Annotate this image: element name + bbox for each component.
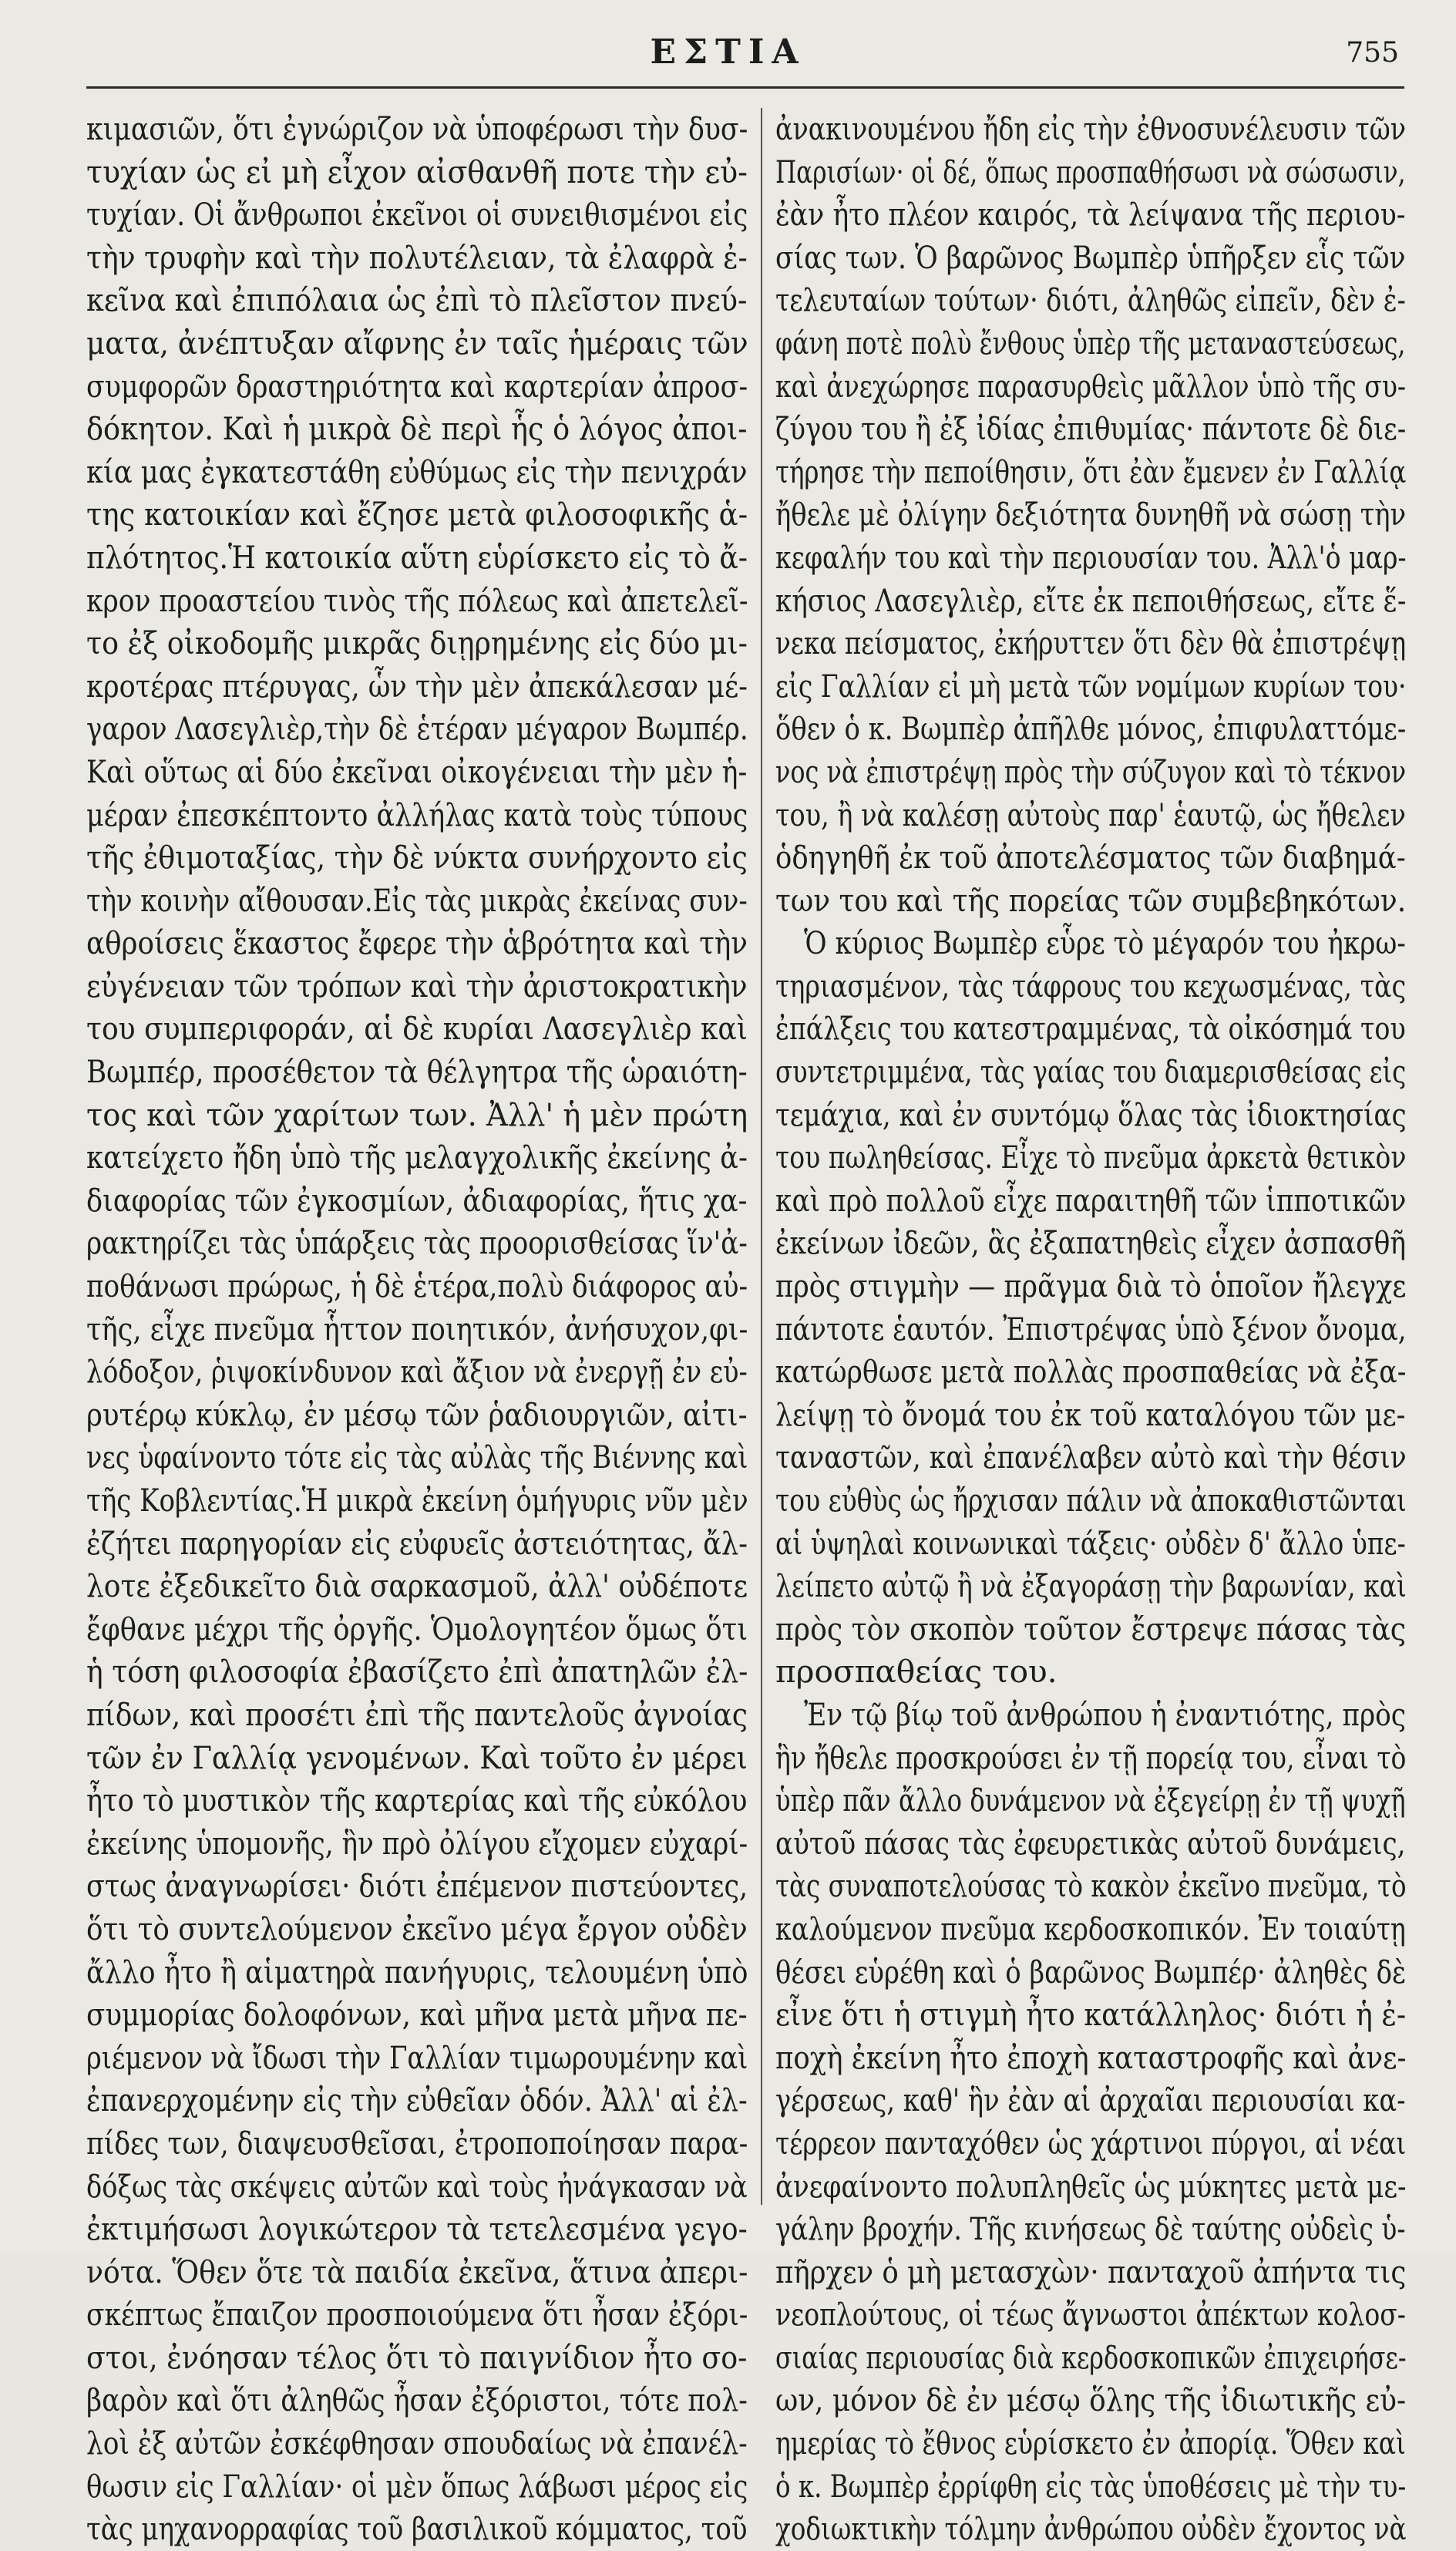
text-line: ων, μόνον δὲ ἐν μέσῳ ὅλης τῆς ἰδιωτικῆς εὐ- [775,2381,1407,2419]
text-line: ματα, ἀνέπτυξαν αἴφνης ἐν ταῖς ἡμέραις τῶν [86,324,748,362]
text-line: ἀνεφαίνοντο πολυπληθεῖς ὡς μύκητες μετὰ με- [775,2167,1407,2205]
text-line: λοὶ ἐξ αὐτῶν ἐσκέφθησαν σπουδαίως νὰ ἐπανέλ- [86,2425,748,2462]
text-line: μέραν ἐπεσκέπτοντο ἀλλήλας κατὰ τοὺς τύπους [86,796,748,833]
text-line: δόξως τὰς σκέψεις αὐτῶν καὶ τοὺς ἠνάγκασαν νὰ [86,2167,748,2205]
text-line: ἐζήτει παρηγορίαν εἰς εὐφυεῖς ἀστειότητας, ἄλ- [86,1524,748,1562]
text-line: τῶν ἐν Γαλλίᾳ γενομένων. Καὶ τοῦτο ἐν μέρει [86,1738,748,1776]
text-line: Βωμπέρ, προσέθετον τὰ θέλγητρα τῆς ὡραιότη- [86,1053,748,1091]
text-line: στοι, ἐνόησαν τέλος ὅτι τὸ παιγνίδιον ἦτο σο- [86,2338,748,2376]
text-line: κιμασιῶν, ὅτι ἐγνώριζον νὰ ὑποφέρωσι τὴν δυσ- [86,110,748,147]
text-line: εἰς Γαλλίαν εἰ μὴ μετὰ τῶν νομίμων κυρίων του· [775,667,1407,705]
text-line: κήσιος Λασεγλιὲρ, εἴτε ἐκ πεποιθήσεως, εἴτε ἕ- [775,581,1407,619]
text-line: τυχίαν. Οἱ ἄνθρωποι ἐκεῖνοι οἱ συνειθισμένοι εἰς [86,196,748,234]
text-line: ἣν ἤθελε προσκρούσει ἐν τῇ πορείᾳ του, εἶναι τὸ [775,1738,1407,1776]
text-line: ζύγου του ἢ ἐξ ἰδίας ἐπιθυμίας· πάντοτε δὲ διε- [775,410,1407,448]
text-line: τὰς μηχανορραφίας τοῦ βασιλικοῦ κόμματος, τοῦ [86,2510,748,2548]
right-column [775,108,1406,2551]
text-line: προσπαθείας του. [775,1653,1058,1691]
text-line: ταναστῶν, καὶ ἐπανέλαβεν αὐτὸ καὶ τὴν θέσιν [775,1439,1407,1476]
text-line: του, ἢ νὰ καλέσῃ αὐτοὺς παρ' ἑαυτῷ, ὡς ἤθελεν [775,796,1406,833]
text-line: καὶ πρὸ πολλοῦ εἶχε παραιτηθῆ τῶν ἱπποτικῶν [775,1181,1407,1219]
text-line: ἄλλο ἦτο ἢ αἱματηρὰ πανήγυρις, τελουμένη ὑπὸ [86,1953,748,1991]
text-line: σίας των. Ὁ βαρῶνος Βωμπὲρ ὑπῆρξεν εἷς τῶν [775,238,1406,276]
text-line: νες ὑφαίνοντο τότε εἰς τὰς αὐλὰς τῆς Βιέννης καὶ [86,1439,748,1476]
text-line: τὰς συναποτελούσας τὸ κακὸν ἐκεῖνο πνεῦμα, τὸ [775,1867,1407,1905]
text-line: πίδων, καὶ προσέτι ἐπὶ τῆς παντελοῦς ἀγνοίας [86,1695,748,1733]
text-line: ἦτο τὸ μυστικὸν τῆς καρτερίας καὶ τῆς εὐκόλου [86,1782,748,1819]
text-line: ριέμενον νὰ ἴδωσι τὴν Γαλλίαν τιμωρουμένην καὶ [86,2038,748,2076]
text-line: καλούμενον πνεῦμα κερδοσκοπικόν. Ἐν τοιαύτῃ [775,1910,1406,1947]
text-line: τυχίαν ὡς εἰ μὴ εἶχον αἰσθανθῆ ποτε τὴν εὐ- [86,153,748,190]
text-line: ὁδηγηθῆ ἐκ τοῦ ἀποτελέσματος τῶν διαβημά- [775,839,1406,877]
text-line: αθροίσεις ἕκαστος ἔφερε τὴν ἁβρότητα καὶ τὴν [86,924,748,962]
text-line: γαρον Λασεγλιὲρ,τὴν δὲ ἑτέραν μέγαρον Βωμπέρ. [86,710,748,748]
text-line: ὁ κ. Βωμπὲρ ἐρρίφθη εἰς τὰς ὑποθέσεις μὲ τὴν τυ- [775,2467,1407,2505]
text-line: τήρησε τὴν πεποίθησιν, ὅτι ἐὰν ἔμενεν ἐν Γαλλίᾳ [775,453,1407,490]
text-line: βαρὸν καὶ ὅτι ἀληθῶς ἦσαν ἐξόριστοι, τότε πολ- [86,2381,748,2419]
text-line: λείψῃ τὸ ὄνομά του ἐκ τοῦ καταλόγου τῶν με- [775,1395,1406,1433]
text-line: τέρρεον πανταχόθεν ὡς χάρτινοι πύργοι, αἱ νέαι [775,2124,1407,2162]
text-line: γέρσεως, καθ' ἣν ἐὰν αἱ ἀρχαῖαι περιουσίαι κα- [775,2082,1406,2119]
text-line: ἐκτιμήσωσι λογικώτερον τὰ τετελεσμένα γεγο- [86,2210,748,2248]
text-line: τῆς Κοβλεντίας.Ἡ μικρὰ ἐκείνη ὁμήγυρις νῦν μὲν [86,1482,748,1519]
text-line: νος νὰ ἐπιστρέψῃ πρὸς τὴν σύζυγον καὶ τὸ τέκνον [775,752,1407,790]
text-line: τῆς, εἶχε πνεῦμα ἧττον ποιητικόν, ἀνήσυχον,φι- [86,1310,748,1348]
text-line: τῆς ἐθιμοταξίας, τὴν δὲ νύκτα συνήρχοντο εἰς [86,839,748,877]
text-line: ἐκείνων ἰδεῶν, ἃς ἐξαπατηθεὶς εἶχεν ἀσπασθῆ [775,1224,1407,1262]
text-line: τος καὶ τῶν χαρίτων των. Ἀλλ' ἡ μὲν πρώτη [86,1095,748,1133]
text-line: στως ἀναγνωρίσει· διότι ἐπέμενον πιστεύοντες, [86,1867,748,1905]
text-line: ρακτηρίζει τὰς ὑπάρξεις τὰς προορισθείσας ἵν'ἀ- [86,1224,748,1262]
text-line: ἔφθανε μέχρι τῆς ὀργῆς. Ὁμολογητέον ὅμως ὅτι [86,1610,748,1647]
running-title: ΕΣΤΙΑ [650,32,806,72]
text-line: πλότητος.Ἡ κατοικία αὕτη εὑρίσκετο εἰς τὸ ἄ- [86,538,748,576]
text-line: τὴν τρυφὴν καὶ τὴν πολυτέλειαν, τὰ ἐλαφρὰ ἐ- [86,238,748,276]
text-line: το ἐξ οἰκοδομῆς μικρᾶς διῃρημένης εἰς δύο μι- [86,624,748,662]
text-line: ἐπάλξεις του κατεστραμμένας, τὰ οἰκόσημά του [775,1010,1406,1048]
text-line: ὅθεν ὁ κ. Βωμπὲρ ἀπῆλθε μόνος, ἐπιφυλαττόμε- [775,710,1407,748]
text-line: ποθάνωσι πρώρως, ἡ δὲ ἑτέρα,πολὺ διάφορος αὐ- [86,1267,748,1305]
text-line: διαφορίας τῶν ἐγκοσμίων, ἀδιαφορίας, ἥτις χα- [86,1181,748,1219]
text-line: συντετριμμένα, τὰς γαίας του διαμερισθείσας εἰς [775,1053,1407,1091]
text-line: θωσιν εἰς Γαλλίαν· οἱ μὲν ὅπως λάβωσι μέρος εἰς [86,2467,748,2505]
text-line: δόκητον. Καὶ ἡ μικρὰ δὲ περὶ ἧς ὁ λόγος ἀποι- [86,410,748,448]
text-line: τηριασμένον, τὰς τάφρους του κεχωσμένας, τὰς [775,967,1407,1005]
text-line: αἱ ὑψηλαὶ κοινωνικαὶ τάξεις· οὐδὲν δ' ἄλλο ὑπε- [775,1524,1406,1562]
text-line: κρον προαστείου τινὸς τῆς πόλεως καὶ ἀπετελεῖ- [86,581,748,619]
text-line: πῆρχεν ὁ μὴ μετασχὼν· πανταχοῦ ἀπήντα τις [775,2253,1407,2290]
text-line: ἡ τόση φιλοσοφία ἐβασίζετο ἐπὶ ἀπατηλῶν ἐλ- [86,1653,748,1691]
text-line: τελευταίων τούτων· διότι, ἀληθῶς εἰπεῖν, δὲν ἐ- [775,281,1406,319]
text-line: της κατοικίαν καὶ ἔζησε μετὰ φιλοσοφικῆς ἁ- [86,496,748,533]
text-line: εὐγένειαν τῶν τρόπων καὶ τὴν ἀριστοκρατικὴν [86,967,748,1005]
text-line: ἐὰν ἦτο πλέον καιρός, τὰ λείψανα τῆς περιου- [775,196,1406,234]
text-line: ὅτι τὸ συντελούμενον ἐκεῖνο μέγα ἔργον οὐδὲν [86,1910,748,1947]
page-number: 755 [1346,37,1399,69]
page-header [0,29,1456,76]
text-line: γάλην βροχήν. Τῆς κινήσεως δὲ ταύτης οὐδεὶς ὑ- [775,2210,1406,2248]
text-line: νότα. Ὅθεν ὅτε τὰ παιδία ἐκεῖνα, ἅτινα ἀπερι- [86,2253,748,2290]
text-line: ημερίας τὸ ἔθνος εὑρίσκετο ἐν ἀπορίᾳ. Ὅθεν καὶ [775,2425,1406,2462]
text-line: πρὸς στιγμὴν — πρᾶγμα διὰ τὸ ὁποῖον ἤλεγχε [775,1267,1407,1305]
text-line: του συμπεριφοράν, αἱ δὲ κυρίαι Λασεγλιὲρ καὶ [86,1010,748,1048]
text-line: του πωληθείσας. Εἶχε τὸ πνεῦμα ἀρκετὰ θετικὸν [775,1139,1407,1176]
text-line: νεοπλούτους, οἱ τέως ἄγνωστοι ἀπέκτων κολοσ- [775,2296,1406,2334]
text-line: χοδιωκτικὴν τόλμην ἀνθρώπου οὐδὲν ἔχοντος νὰ [775,2510,1407,2548]
text-line: εἶνε ὅτι ἡ στιγμὴ ἦτο κατάλληλος· διότι ἡ ἐ- [775,1996,1407,2034]
text-line: Ὁ κύριος Βωμπὲρ εὗρε τὸ μέγαρόν του ἠκρω- [804,924,1406,962]
text-line: κατώρθωσε μετὰ πολλὰς προσπαθείας νὰ ἐξα- [775,1353,1407,1391]
text-line: αὐτοῦ πάσας τὰς ἐφευρετικὰς αὐτοῦ δυνάμεις, [775,1824,1406,1862]
text-line: κροτέρας πτέρυγας, ὧν τὴν μὲν ἀπεκάλεσαν μέ- [86,667,748,705]
text-line: ρυτέρῳ κύκλῳ, ἐν μέσῳ τῶν ῥαδιουργιῶν, αἰτι- [86,1395,748,1433]
text-line: λοτε ἐξεδικεῖτο διὰ σαρκασμοῦ, ἀλλ' οὐδέποτε [86,1567,748,1605]
text-line: Ἐν τῷ βίῳ τοῦ ἀνθρώπου ἡ ἐναντιότης, πρὸς [804,1695,1406,1733]
text-line: λείπετο αὐτῷ ἢ νὰ ἐξαγοράσῃ τὴν βαρωνίαν, καὶ [775,1567,1407,1605]
text-line: πάντοτε ἑαυτόν. Ἐπιστρέψας ὑπὸ ξένον ὄνομα, [775,1310,1407,1348]
text-line: ἐκείνης ὑπομονῆς, ἣν πρὸ ὀλίγου εἴχομεν εὐχαρί- [86,1824,748,1862]
text-line: ποχὴ ἐκείνη ἦτο ἐποχὴ καταστροφῆς καὶ ἀνε- [775,2038,1407,2076]
text-line: πίδες των, διαψευσθεῖσαι, ἐτροποποίησαν παρα- [86,2124,748,2162]
text-line: πρὸς τὸν σκοπὸν τοῦτον ἔστρεψε πάσας τὰς [775,1610,1407,1647]
text-line: κία μας ἐγκατεστάθη εὐθύμως εἰς τὴν πενιχράν [86,453,748,490]
text-line: τεμάχια, καὶ ἐν συντόμῳ ὅλας τὰς ἰδιοκτησίας [775,1095,1407,1133]
text-line: κεῖνα καὶ ἐπιπόλαια ὡς ἐπὶ τὸ πλεῖστον πνεύ- [86,281,748,319]
text-line: τὴν κοινὴν αἴθουσαν.Εἰς τὰς μικρὰς ἐκείνας συν- [86,881,748,919]
text-line: λόδοξον, ῥιψοκίνδυνον καὶ ἄξιον νὰ ἐνεργῇ ἐν εὐ- [86,1353,748,1391]
text-line: κεφαλήν του καὶ τὴν περιουσίαν του. Ἀλλ'ὁ μαρ- [775,538,1407,576]
text-line: συμφορῶν δραστηριότητα καὶ καρτερίαν ἀπροσ- [86,367,748,405]
header-rule [86,86,1404,89]
text-line: σιαίας περιουσίας διὰ κερδοσκοπικῶν ἐπιχειρήσε- [775,2338,1407,2376]
text-line: συμμορίας δολοφόνων, καὶ μῆνα μετὰ μῆνα πε- [86,1996,748,2034]
text-line: φάνη ποτὲ πολὺ ἔνθους ὑπὲρ τῆς μεταναστεύσεως, [775,324,1406,362]
text-line: κατείχετο ἤδη ὑπὸ τῆς μελαγχολικῆς ἐκείνης ἀ- [86,1139,748,1176]
column-divider [761,108,762,2205]
text-line: των του καὶ τῆς πορείας τῶν συμβεβηκότων. [775,881,1407,919]
text-line: Παρισίων· οἱ δέ, ὅπως προσπαθήσωσι νὰ σώσωσιν, [775,153,1406,190]
text-line: καὶ ἀνεχώρησε παρασυρθεὶς μᾶλλον ὑπὸ τῆς συ- [775,367,1407,405]
text-line: θέσει εὑρέθη καὶ ὁ βαρῶνος Βωμπέρ· ἀληθὲς δὲ [775,1953,1407,1991]
text-line: ἀνακινουμένου ἤδη εἰς τὴν ἐθνοσυνέλευσιν τῶν [775,110,1407,147]
text-line: ἐπανερχομένην εἰς τὴν εὐθεῖαν ὁδόν. Ἀλλ' αἱ ἐλ- [86,2082,748,2119]
text-line: ὑπὲρ πᾶν ἄλλο δυνάμενον νὰ ἐξεγείρῃ ἐν τῇ ψυχῇ [775,1782,1406,1819]
text-line: νεκα πείσματος, ἐκήρυττεν ὅτι δὲν θὰ ἐπιστρέψῃ [775,624,1407,662]
text-line: Καὶ οὕτως αἱ δύο ἐκεῖναι οἰκογένειαι τὴν μὲν ἡ- [86,752,748,790]
text-line: σκέπτως ἔπαιζον προσποιούμενα ὅτι ἦσαν ἐξόρι- [86,2296,748,2334]
text-line: του εὐθὺς ὡς ἤρχισαν πάλιν νὰ ἀποκαθιστῶνται [775,1482,1407,1519]
left-column [86,108,748,2551]
text-line: ἤθελε μὲ ὀλίγην δεξιότητα δυνηθῆ νὰ σώσῃ τὴν [775,496,1407,533]
